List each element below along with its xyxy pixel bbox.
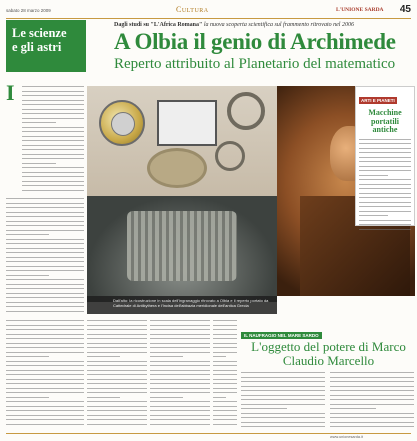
- body-column-6: [330, 370, 414, 430]
- text-line: [150, 422, 210, 427]
- section-kicker: [6, 20, 86, 72]
- footer-rule: [6, 433, 411, 434]
- text-line: [241, 424, 325, 429]
- header-rule: [6, 18, 411, 19]
- article-subhead: Reperto attribuito al Planetario del matematico: [114, 56, 396, 72]
- gear-frame: [157, 100, 217, 146]
- second-article-tag: IL NAUFRAGIO NEL MARE SARDO: [241, 332, 322, 339]
- text-line: [359, 227, 411, 232]
- page-header: [6, 5, 411, 17]
- text-line: [22, 188, 84, 193]
- footer-url: www.unionesarda.it: [330, 435, 363, 439]
- coin-image: [99, 100, 145, 146]
- article-overline: [114, 22, 414, 28]
- text-line: [87, 422, 147, 427]
- mechanism-photo: [87, 86, 277, 302]
- sidebar-box: [355, 86, 415, 226]
- sidebar-body: [359, 137, 411, 233]
- kicker-line-2: e gli astri: [12, 40, 62, 54]
- kicker-line-1: Le scienze: [12, 26, 67, 40]
- text-line: [6, 422, 84, 427]
- gear-wheel-small: [215, 141, 245, 171]
- sidebar-title: Macchine portatili antiche: [368, 108, 402, 134]
- body-column-1c: [6, 318, 84, 428]
- body-column-1b: [6, 196, 84, 316]
- photo-caption: Dall'alto: la ricostruzione in scala dell'ingranaggio ritrovato a Olbia e il reperto portato da Cattedrale di Antikythera e l'Incisa dell'abbazia meridionale dell'antica Grecia: [87, 296, 277, 314]
- overline-rest: la nuova scoperta scientifica sul frammento ritrovato nel 2006: [202, 22, 354, 28]
- newspaper-name: L'UNIONE SARDA: [336, 7, 384, 13]
- article-headline: A Olbia il genio di Archimede: [114, 29, 396, 54]
- body-column-1a: [22, 84, 84, 194]
- gear-wheel: [227, 92, 265, 130]
- bronze-plate: [147, 148, 207, 188]
- text-line: [6, 309, 84, 314]
- body-column-3: [150, 318, 210, 428]
- body-column-2: [87, 318, 147, 428]
- second-article-headline: L'oggetto del potere di Marco Claudio Marcello: [251, 339, 406, 368]
- text-line: [330, 424, 414, 429]
- sidebar-tag: ARTI E PIANETI: [361, 98, 395, 103]
- body-column-5: [241, 370, 325, 430]
- text-line: [213, 422, 237, 427]
- drop-cap: I: [6, 80, 15, 105]
- section-title: Cultura: [176, 5, 209, 14]
- body-column-4: [213, 318, 237, 428]
- mechanism-model: [127, 211, 237, 281]
- issue-date: sabato 28 marzo 2009: [6, 8, 51, 13]
- page-number: 45: [399, 4, 411, 15]
- overline-prefix: Dagli studi su "L'Africa Romana": [114, 22, 203, 28]
